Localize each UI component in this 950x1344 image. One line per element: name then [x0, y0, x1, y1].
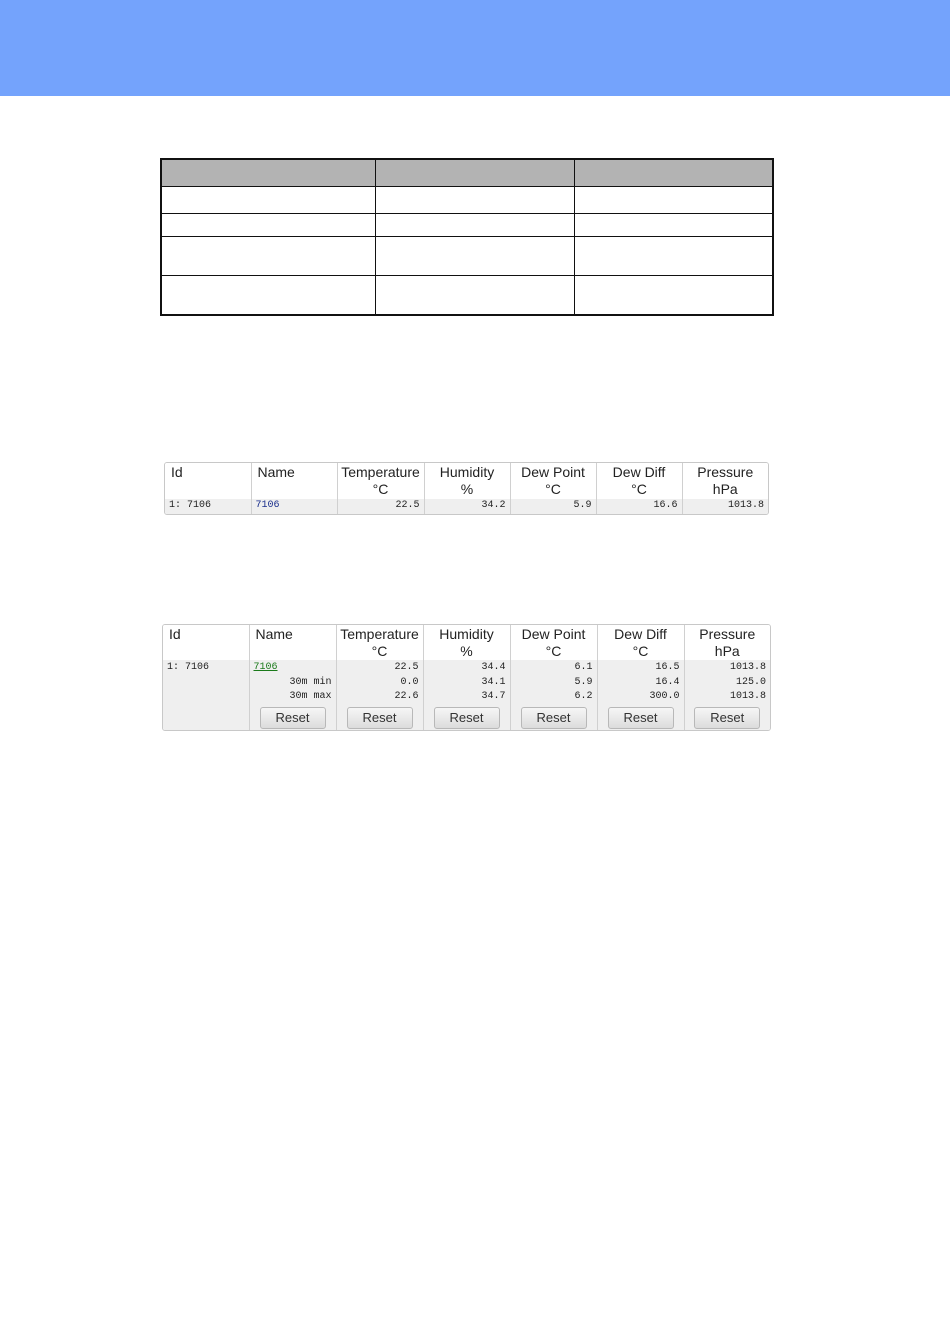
cell-pressure: 1013.8: [682, 499, 768, 514]
column-header-dew-diff: Dew Diff °C: [597, 625, 684, 660]
cell-name: [249, 660, 336, 730]
min-value: 34.1: [481, 676, 506, 688]
cell-dew-diff: [597, 660, 684, 730]
column-header-temperature: Temperature °C: [336, 625, 423, 660]
empty-table-row: [161, 237, 773, 276]
column-header-humidity: Humidity %: [423, 625, 510, 660]
column-header-id: Id: [163, 625, 249, 660]
header-band: [0, 0, 950, 96]
cell-humidity: 34.2: [424, 499, 510, 514]
min-label: 30m min: [289, 676, 332, 688]
sensor-table-current: [164, 462, 769, 515]
max-value: 34.7: [481, 691, 506, 702]
reset-dew-diff-button[interactable]: Reset: [608, 707, 674, 729]
max-value: 300.0: [649, 691, 680, 702]
empty-table-header-row: [161, 159, 773, 187]
sensor-table-header-row: [163, 625, 770, 660]
table-row: [165, 499, 768, 514]
min-value: 0.0: [400, 676, 419, 688]
empty-table: [160, 158, 774, 316]
sensor-table-with-min-max: [162, 624, 771, 731]
max-label: 30m max: [289, 691, 332, 702]
current-value: 1013.8: [729, 662, 766, 673]
reset-humidity-button[interactable]: Reset: [434, 707, 500, 729]
current-value: 22.5: [394, 662, 419, 673]
min-value: 5.9: [574, 676, 593, 688]
column-header-dew-point: Dew Point °C: [510, 625, 597, 660]
cell-id: 1: 7106: [165, 499, 251, 514]
column-header-name: Name: [251, 463, 337, 499]
reset-dew-point-button[interactable]: Reset: [521, 707, 587, 729]
empty-table-row: [161, 187, 773, 214]
sensor-table-header-row: [165, 463, 768, 499]
cell-pressure: [684, 660, 770, 730]
sensor-name-link[interactable]: 7106: [253, 662, 278, 673]
max-value: 1013.8: [729, 691, 766, 702]
current-value: 16.5: [655, 662, 680, 673]
table-row: [163, 660, 770, 730]
cell-temperature: 22.5: [337, 499, 424, 514]
reset-temperature-button[interactable]: Reset: [347, 707, 413, 729]
column-header-pressure: Pressure hPa: [684, 625, 770, 660]
column-header-dew-point: Dew Point °C: [510, 463, 596, 499]
column-header-temperature: Temperature °C: [337, 463, 424, 499]
cell-temperature: [336, 660, 423, 730]
sensor-name-link[interactable]: 7106: [251, 499, 337, 514]
column-header-pressure: Pressure hPa: [682, 463, 768, 499]
cell-dew-diff: 16.6: [596, 499, 682, 514]
reset-pressure-button[interactable]: Reset: [694, 707, 760, 729]
current-value: 34.4: [481, 662, 506, 673]
cell-dew-point: 5.9: [510, 499, 596, 514]
min-value: 125.0: [735, 676, 766, 688]
cell-id: 1: 7106: [163, 660, 249, 730]
max-value: 22.6: [394, 691, 419, 702]
column-header-name: Name: [249, 625, 336, 660]
column-header-dew-diff: Dew Diff °C: [596, 463, 682, 499]
reset-name-button[interactable]: Reset: [260, 707, 326, 729]
current-value: 6.1: [574, 662, 593, 673]
empty-table-row: [161, 214, 773, 237]
empty-table-row: [161, 276, 773, 316]
cell-dew-point: [510, 660, 597, 730]
column-header-humidity: Humidity %: [424, 463, 510, 499]
cell-humidity: [423, 660, 510, 730]
max-value: 6.2: [574, 691, 593, 702]
min-value: 16.4: [655, 676, 680, 688]
column-header-id: Id: [165, 463, 251, 499]
